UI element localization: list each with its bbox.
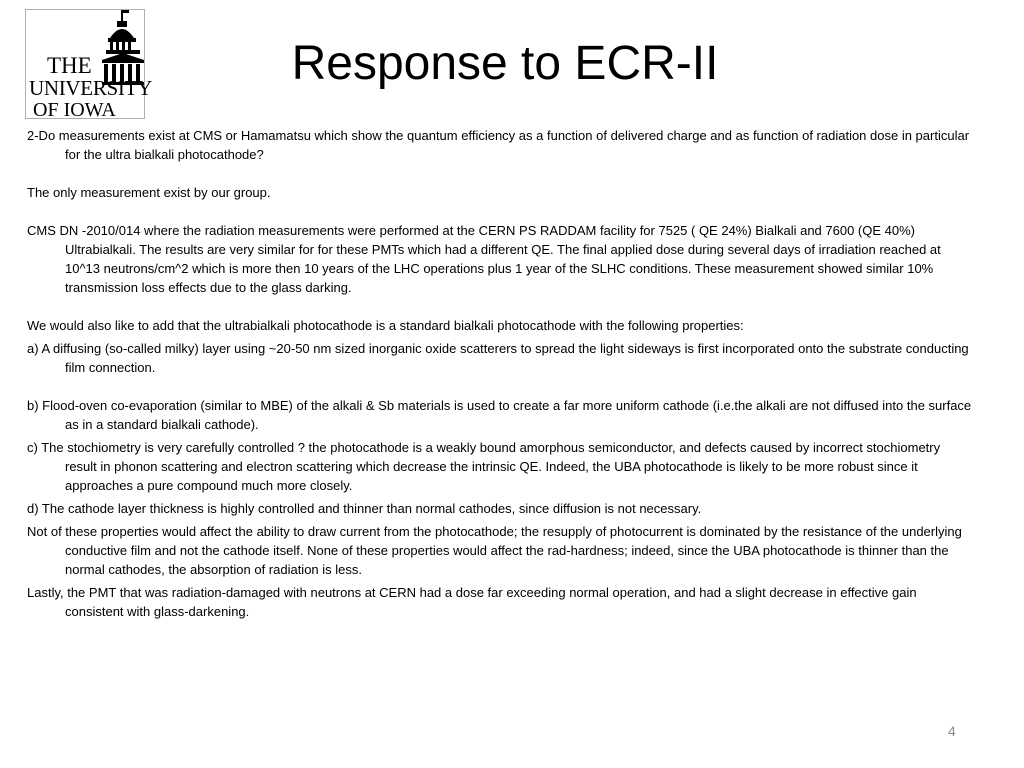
slide-body [27,126,972,625]
answer-paragraph: The only measurement exist by our group. [27,185,271,200]
property-d-paragraph: d) The cathode layer thickness is highly controlled and thinner than normal cathodes, since diffusion is not necessary. [27,501,702,516]
conclusion-paragraph: Not of these properties would affect the ability to draw current from the photocathode; the resupply of photocurrent is dominated by the resistance of the underlying conductive film and not the cathode itself. None of these properties would affect the rad-hardness; indeed, since the UBA photocathode is thinner than the normal cathodes, the absorption of radiation is less. [27,524,962,577]
properties-intro-paragraph: We would also like to add that the ultrabialkali photocathode is a standard bialkali photocathode with the following properties: [27,318,744,333]
property-a-paragraph: a) A diffusing (so-called milky) layer using ~20-50 nm sized inorganic oxide scatterers to spread the light sideways is first incorporated onto the substrate conducting film connection. [27,341,969,375]
lastly-paragraph: Lastly, the PMT that was radiation-damaged with neutrons at CERN had a dose far exceeding normal operation, and had a slight decrease in effective gain consistent with glass-darkening. [27,585,917,619]
cms-dn-paragraph: CMS DN -2010/014 where the radiation measurements were performed at the CERN PS RADDAM facility for 7525 ( QE 24%) Bialkali and 7600 (QE 40%) Ultrabialkali. The results are very similar for for these PMTs which had a different QE. The final applied dose during several days of irradiation reached at 10^13 neutrons/cm^2 which is more then 10 years of the LHC operations plus 1 year of the SLHC conditions. These measurement showed similar 10% transmission loss effects due to the glass darking. [27,223,941,295]
logo-text-the: THE [47,53,92,78]
property-b-paragraph: b) Flood-oven co-evaporation (similar to MBE) of the alkali & Sb materials is used to create a far more uniform cathode (i.e.the alkali are not diffused into the surface as in a standard bialkali cathode). [27,398,972,432]
slide-number: 4 [948,723,956,739]
question-paragraph: 2-Do measurements exist at CMS or Hamamatsu which show the quantum efficiency as a function of delivered charge and as function of radiation dose in particular for the ultra bialkali photocathode? [27,128,970,162]
logo-text-of-iowa: OF IOWA [33,99,116,121]
logo-text-university: UNIVERSITY [29,76,152,100]
slide-title: Response to ECR-II [291,37,719,90]
property-c-paragraph: c) The stochiometry is very carefully controlled ? the photocathode is a weakly bound amorphous semiconductor, and defects caused by incorrect stochiometry result in phonon scattering and electron scattering which decrease the intrinsic QE. Indeed, the UBA photocathode is likely to be more robust since it approaches a pure compound much more closely. [27,440,941,493]
university-of-iowa-logo [25,9,152,121]
